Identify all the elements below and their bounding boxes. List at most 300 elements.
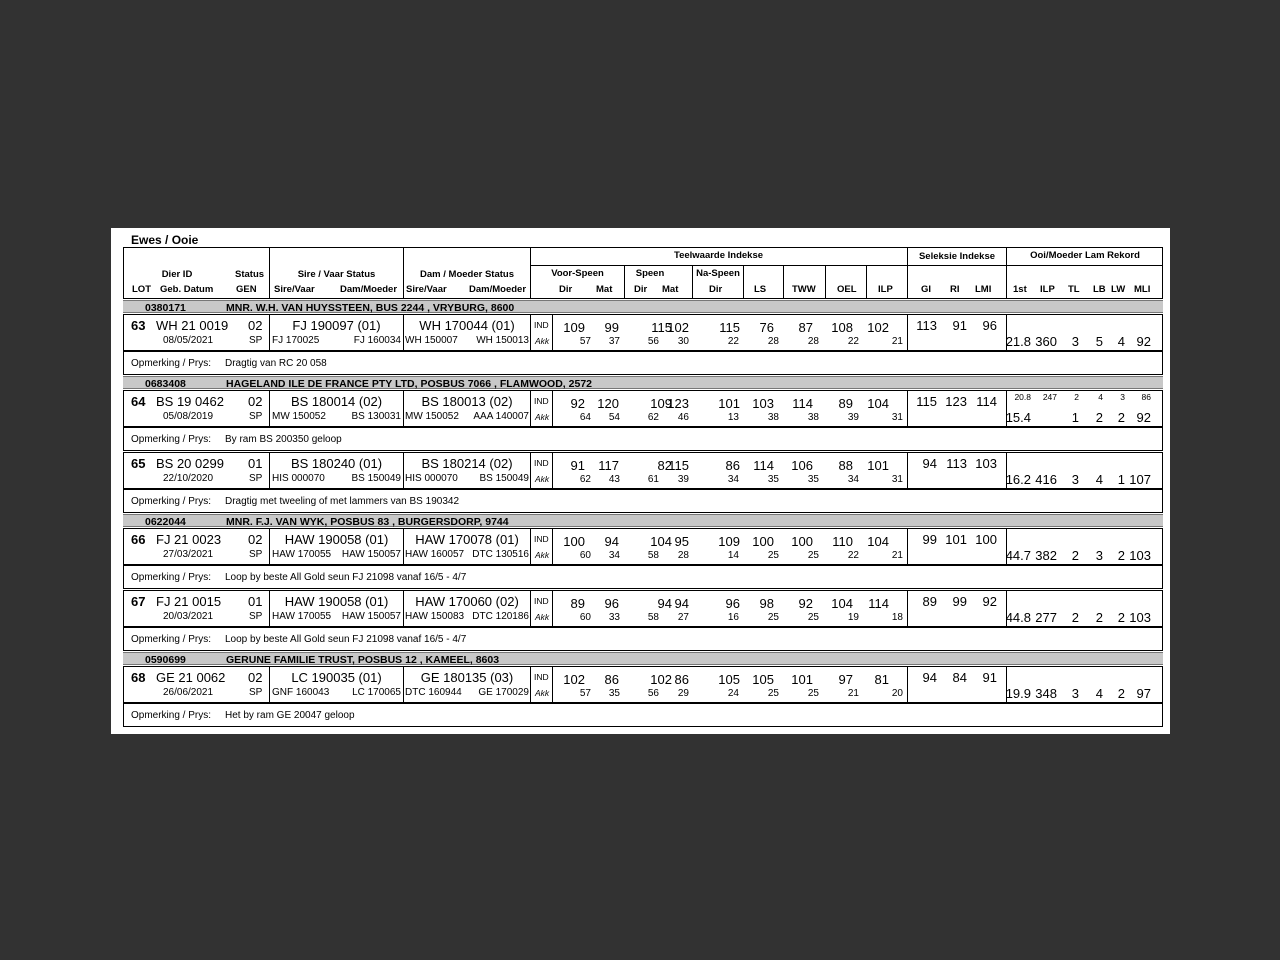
ind-value: 108 (831, 320, 853, 335)
sire-id: HAW 190058 (01) (284, 594, 389, 609)
akk-value: 39 (677, 474, 689, 485)
gen-value: 02 (248, 318, 263, 333)
dam-id: WH 170044 (01) (419, 318, 515, 333)
akk-value: 28 (767, 336, 779, 347)
ind-value: 123 (667, 396, 689, 411)
header-dam-dam-moeder: Dam/Moeder (469, 284, 527, 295)
breeder-id: 0380171 (145, 302, 186, 314)
ind-value: 115 (719, 320, 740, 335)
record-value: 3 (1071, 686, 1079, 701)
ind-value: 115 (668, 458, 689, 473)
header-voor-speen: Voor-Speen (551, 268, 604, 279)
record-value: 92 (1136, 334, 1151, 349)
record-value: 44.7 (1005, 548, 1031, 563)
ind-value: 104 (650, 534, 672, 549)
header-teelwaarde: Teelwaarde Indekse (673, 250, 764, 261)
record-value: 107 (1129, 472, 1151, 487)
animal-id: WH 21 0019 (156, 318, 229, 333)
akk-value: 25 (807, 612, 819, 623)
ind-value: 94 (657, 596, 672, 611)
header-sire-status: Sire / Vaar Status (297, 269, 376, 280)
record-value: 4 (1095, 686, 1103, 701)
akk-value: 34 (727, 474, 739, 485)
record-value: 15.4 (1005, 410, 1031, 425)
ind-value: 100 (752, 534, 774, 549)
ind-label: IND (534, 672, 549, 682)
record-value: 3 (1095, 548, 1103, 563)
gen-value: 02 (248, 394, 263, 409)
ind-value: 101 (867, 458, 889, 473)
birth-date: 08/05/2021 (163, 335, 214, 346)
ind-value: 110 (832, 534, 853, 549)
birth-date: 27/03/2021 (163, 549, 214, 560)
selection-index-value: 103 (975, 456, 997, 471)
akk-value: 19 (847, 612, 859, 623)
sire-id: HAW 190058 (01) (284, 532, 389, 547)
sire-dam: FJ 160034 (353, 335, 401, 346)
sire-sire: GNF 160043 (272, 687, 330, 698)
animal-id: GE 21 0062 (156, 670, 226, 685)
ind-value: 100 (791, 534, 813, 549)
akk-value: 46 (677, 412, 689, 423)
akk-value: 35 (807, 474, 819, 485)
header-ilp: ILP (878, 284, 893, 295)
dam-id: BS 180214 (02) (421, 456, 513, 471)
ind-value: 91 (570, 458, 585, 473)
ind-value: 87 (798, 320, 813, 335)
record-value: 247 (1042, 392, 1057, 402)
note-text: Het by ram GE 20047 geloop (225, 710, 355, 721)
header-dir-3: Dir (709, 284, 723, 295)
sire-id: BS 180240 (01) (290, 456, 383, 471)
header-mat-2: Mat (662, 284, 679, 295)
akk-value: 25 (807, 688, 819, 699)
record-value: 3 (1120, 392, 1125, 402)
ind-value: 114 (868, 596, 889, 611)
record-value: 360 (1035, 334, 1057, 349)
selection-index-value: 94 (922, 456, 937, 471)
breeder-id: 0622044 (145, 516, 186, 528)
header-lw: LW (1111, 284, 1126, 295)
selection-index-value: 96 (982, 318, 997, 333)
selection-index-value: 115 (916, 394, 937, 409)
akk-value: 60 (579, 550, 591, 561)
ind-label: IND (534, 396, 549, 406)
akk-value: 29 (677, 688, 689, 699)
ind-value: 114 (753, 458, 774, 473)
header-lmi: LMI (975, 284, 992, 295)
note-text: Dragtig van RC 20 058 (225, 358, 327, 369)
akk-value: 25 (767, 688, 779, 699)
header-ri: RI (950, 284, 960, 295)
akk-value: 24 (727, 688, 739, 699)
note-text: Dragtig met tweeling of met lammers van BS 190342 (225, 496, 459, 507)
header-ooi-rekord: Ooi/Moeder Lam Rekord (1030, 250, 1140, 261)
akk-value: 31 (891, 412, 903, 423)
record-value: 2 (1095, 610, 1103, 625)
lot-number: 64 (131, 394, 146, 409)
note-label: Opmerking / Prys: (131, 634, 212, 645)
status-value: SP (249, 473, 263, 484)
breeder-id: 0590699 (145, 654, 186, 666)
dam-sire: DTC 160944 (405, 687, 462, 698)
gen-value: 01 (248, 594, 263, 609)
status-value: SP (249, 411, 263, 422)
ind-value: 117 (598, 458, 619, 473)
animal-id: BS 20 0299 (156, 456, 224, 471)
akk-value: 58 (647, 550, 659, 561)
record-value: 2 (1117, 548, 1125, 563)
dam-id: HAW 170078 (01) (415, 532, 519, 547)
birth-date: 26/06/2021 (163, 687, 214, 698)
ind-value: 94 (674, 596, 689, 611)
record-value: 92 (1136, 410, 1151, 425)
record-value: 4 (1095, 472, 1103, 487)
header-ls: LS (754, 284, 767, 295)
ind-value: 96 (604, 596, 619, 611)
dam-dam: DTC 130516 (472, 549, 529, 560)
akk-value: 16 (727, 612, 739, 623)
akk-value: 18 (891, 612, 903, 623)
record-value: 2 (1071, 548, 1079, 563)
akk-value: 60 (579, 612, 591, 623)
sire-sire: FJ 170025 (272, 335, 320, 346)
akk-value: 38 (807, 412, 819, 423)
column-divider (530, 314, 531, 351)
akk-value: 57 (579, 688, 591, 699)
breeder-name: HAGELAND ILE DE FRANCE PTY LTD, POSBUS 7066 , FLAMWOOD, 2572 (226, 378, 592, 390)
akk-value: 38 (767, 412, 779, 423)
record-value: 2 (1095, 410, 1103, 425)
sire-sire: HAW 170055 (272, 611, 332, 622)
breeder-name: MNR. W.H. VAN HUYSSTEEN, BUS 2244 , VRYBURG, 8600 (226, 302, 515, 314)
akk-value: 37 (608, 336, 620, 347)
sire-sire: HAW 170055 (272, 549, 332, 560)
selection-index-value: 94 (922, 670, 937, 685)
record-value: 16.2 (1005, 472, 1031, 487)
header-status: Status (235, 269, 265, 280)
lot-number: 65 (131, 456, 146, 471)
header-gen: GEN (236, 284, 257, 295)
note-label: Opmerking / Prys: (131, 496, 212, 507)
dam-id: GE 180135 (03) (420, 670, 514, 685)
breeder-id: 0683408 (145, 378, 186, 390)
header-sire-vaar: Sire/Vaar (274, 284, 315, 295)
dam-dam: WH 150013 (476, 335, 529, 346)
ind-label: IND (534, 458, 549, 468)
sire-dam: BS 130031 (351, 411, 401, 422)
akk-label: Akk (535, 612, 550, 622)
record-value: 4 (1098, 392, 1103, 402)
ind-value: 104 (831, 596, 853, 611)
ind-value: 105 (752, 672, 774, 687)
status-value: SP (249, 687, 263, 698)
animal-id: FJ 21 0023 (156, 532, 222, 547)
akk-value: 39 (847, 412, 859, 423)
akk-value: 21 (891, 336, 903, 347)
record-value: 2 (1117, 410, 1125, 425)
akk-value: 22 (847, 550, 859, 561)
record-value: 86 (1141, 392, 1151, 402)
animal-id: FJ 21 0015 (156, 594, 222, 609)
header-geb-datum: Geb. Datum (160, 284, 214, 295)
selection-index-value: 99 (952, 594, 967, 609)
header-oel: OEL (837, 284, 857, 295)
header-rec-ilp: ILP (1040, 284, 1055, 295)
column-divider (530, 666, 531, 703)
header-dir-2: Dir (634, 284, 648, 295)
header-dam-sire-vaar: Sire/Vaar (406, 284, 447, 295)
akk-value: 54 (608, 412, 620, 423)
akk-value: 64 (579, 412, 591, 423)
note-label: Opmerking / Prys: (131, 434, 212, 445)
record-value: 3 (1071, 472, 1079, 487)
dam-sire: WH 150007 (405, 335, 458, 346)
akk-value: 57 (579, 336, 591, 347)
selection-index-value: 99 (922, 532, 937, 547)
column-divider (530, 590, 531, 627)
record-value: 2 (1074, 392, 1079, 402)
ind-value: 96 (725, 596, 740, 611)
sire-dam: BS 150049 (351, 473, 401, 484)
sire-sire: HIS 000070 (272, 473, 325, 484)
selection-index-value: 113 (916, 318, 937, 333)
sire-id: BS 180014 (02) (290, 394, 383, 409)
ind-value: 86 (674, 672, 689, 687)
gen-value: 01 (248, 456, 263, 471)
ind-value: 102 (650, 672, 672, 687)
note-label: Opmerking / Prys: (131, 710, 212, 721)
lot-number: 67 (131, 594, 146, 609)
note-label: Opmerking / Prys: (131, 572, 212, 583)
akk-value: 21 (847, 688, 859, 699)
catalogue-sheet (111, 228, 1170, 734)
header-lb: LB (1093, 284, 1106, 295)
header-gi: GI (921, 284, 932, 295)
header-1st: 1st (1013, 284, 1027, 295)
header-tl: TL (1068, 284, 1080, 295)
record-value: 382 (1035, 548, 1057, 563)
ind-label: IND (534, 534, 549, 544)
ind-value: 104 (867, 534, 889, 549)
header-dam-status: Dam / Moeder Status (420, 269, 514, 280)
ind-value: 89 (570, 596, 585, 611)
akk-value: 21 (891, 550, 903, 561)
dam-sire: HIS 000070 (405, 473, 458, 484)
record-value: 3 (1071, 334, 1079, 349)
ind-label: IND (534, 320, 549, 330)
sire-dam: LC 170065 (352, 687, 401, 698)
akk-label: Akk (535, 412, 550, 422)
selection-index-value: 84 (952, 670, 967, 685)
akk-label: Akk (535, 550, 550, 560)
sire-sire: MW 150052 (272, 411, 326, 422)
akk-value: 62 (647, 412, 659, 423)
note-text: Loop by beste All Gold seun FJ 21098 vanaf 16/5 - 4/7 (225, 572, 467, 583)
ind-value: 98 (759, 596, 774, 611)
akk-value: 61 (647, 474, 659, 485)
record-value: 20.8 (1014, 392, 1031, 402)
dam-dam: BS 150049 (479, 473, 529, 484)
header-dir-1: Dir (559, 284, 573, 295)
ind-value: 102 (867, 320, 889, 335)
akk-value: 35 (767, 474, 779, 485)
record-value: 2 (1117, 610, 1125, 625)
ind-value: 101 (718, 396, 740, 411)
ind-value: 102 (667, 320, 689, 335)
ind-value: 86 (604, 672, 619, 687)
akk-value: 27 (677, 612, 689, 623)
status-value: SP (249, 549, 263, 560)
column-divider (530, 390, 531, 427)
column-divider (530, 452, 531, 489)
ind-value: 100 (563, 534, 585, 549)
akk-value: 30 (677, 336, 689, 347)
akk-label: Akk (535, 474, 550, 484)
record-value: 277 (1035, 610, 1057, 625)
ind-value: 109 (563, 320, 585, 335)
ind-value: 114 (792, 396, 813, 411)
record-value: 2 (1117, 686, 1125, 701)
sire-id: LC 190035 (01) (291, 670, 382, 685)
note-text: By ram BS 200350 geloop (225, 434, 342, 445)
ind-value: 120 (597, 396, 619, 411)
record-value: 2 (1071, 610, 1079, 625)
dam-id: HAW 170060 (02) (415, 594, 519, 609)
dam-id: BS 180013 (02) (421, 394, 513, 409)
dam-sire: MW 150052 (405, 411, 459, 422)
sire-dam: HAW 150057 (341, 611, 401, 622)
akk-value: 28 (807, 336, 819, 347)
record-value: 5 (1095, 334, 1103, 349)
dam-dam: AAA 140007 (473, 411, 529, 422)
selection-index-value: 92 (982, 594, 997, 609)
section-title: Ewes / Ooie (131, 233, 199, 247)
akk-value: 20 (891, 688, 903, 699)
selection-index-value: 100 (975, 532, 997, 547)
header-speen: Speen (635, 268, 665, 279)
sire-dam: HAW 150057 (341, 549, 401, 560)
ind-value: 92 (570, 396, 585, 411)
selection-index-value: 101 (945, 532, 967, 547)
status-value: SP (249, 335, 263, 346)
akk-label: Akk (535, 336, 550, 346)
breeder-name: MNR. F.J. VAN WYK, POSBUS 83 , BURGERSDORP, 9744 (226, 516, 509, 528)
record-value: 19.9 (1005, 686, 1031, 701)
ind-value: 97 (838, 672, 853, 687)
akk-value: 13 (727, 412, 739, 423)
record-value: 348 (1035, 686, 1057, 701)
header-seleksie: Seleksie Indekse (918, 251, 996, 262)
breeder-name: GERUNE FAMILIE TRUST, POSBUS 12 , KAMEEL, 8603 (226, 654, 500, 666)
column-divider (530, 528, 531, 565)
record-value: 1 (1117, 472, 1125, 487)
akk-value: 62 (579, 474, 591, 485)
note-text: Loop by beste All Gold seun FJ 21098 vanaf 16/5 - 4/7 (225, 634, 467, 645)
record-value: 1 (1071, 410, 1079, 425)
gen-value: 02 (248, 532, 263, 547)
header-mli: MLI (1134, 284, 1151, 295)
record-value: 44.8 (1005, 610, 1031, 625)
birth-date: 05/08/2019 (163, 411, 214, 422)
akk-value: 56 (647, 336, 659, 347)
ind-value: 103 (752, 396, 774, 411)
akk-value: 43 (608, 474, 620, 485)
selection-index-value: 89 (922, 594, 937, 609)
akk-value: 25 (767, 612, 779, 623)
note-label: Opmerking / Prys: (131, 358, 212, 369)
akk-value: 56 (647, 688, 659, 699)
ind-value: 81 (874, 672, 889, 687)
akk-label: Akk (535, 688, 550, 698)
birth-date: 20/03/2021 (163, 611, 214, 622)
header-dier-id: Dier ID (161, 269, 193, 280)
akk-value: 28 (677, 550, 689, 561)
ind-value: 88 (838, 458, 853, 473)
dam-sire: HAW 160057 (405, 549, 465, 560)
header-dam-moeder: Dam/Moeder (340, 284, 398, 295)
dam-dam: DTC 120186 (472, 611, 529, 622)
ind-value: 95 (674, 534, 689, 549)
lot-number: 68 (131, 670, 146, 685)
status-value: SP (249, 611, 263, 622)
record-value: 103 (1129, 610, 1151, 625)
ind-value: 115 (651, 320, 672, 335)
ind-value: 86 (725, 458, 740, 473)
ind-label: IND (534, 596, 549, 606)
record-value: 103 (1129, 548, 1151, 563)
ind-value: 99 (604, 320, 619, 335)
header-tww: TWW (792, 284, 816, 295)
selection-index-value: 123 (945, 394, 967, 409)
akk-value: 25 (767, 550, 779, 561)
ind-value: 76 (759, 320, 774, 335)
akk-value: 58 (647, 612, 659, 623)
dam-dam: GE 170029 (478, 687, 529, 698)
ind-value: 94 (604, 534, 619, 549)
selection-index-value: 114 (976, 394, 997, 409)
akk-value: 34 (847, 474, 859, 485)
akk-value: 25 (807, 550, 819, 561)
akk-value: 22 (727, 336, 739, 347)
akk-value: 31 (891, 474, 903, 485)
akk-value: 34 (608, 550, 620, 561)
akk-value: 22 (847, 336, 859, 347)
ind-value: 101 (791, 672, 813, 687)
record-value: 416 (1035, 472, 1057, 487)
akk-value: 14 (727, 550, 739, 561)
ind-value: 105 (718, 672, 740, 687)
record-value: 21.8 (1005, 334, 1031, 349)
akk-value: 33 (608, 612, 620, 623)
ind-value: 82 (657, 458, 672, 473)
sire-id: FJ 190097 (01) (292, 318, 381, 333)
lot-number: 66 (131, 532, 146, 547)
gen-value: 02 (248, 670, 263, 685)
ind-value: 109 (718, 534, 740, 549)
ind-value: 106 (791, 458, 813, 473)
ind-value: 89 (838, 396, 853, 411)
record-value: 4 (1117, 334, 1125, 349)
record-value: 97 (1136, 686, 1151, 701)
ind-value: 104 (867, 396, 889, 411)
ind-value: 102 (563, 672, 585, 687)
akk-value: 35 (608, 688, 620, 699)
selection-index-value: 113 (946, 456, 967, 471)
header-na-speen: Na-Speen (696, 268, 740, 279)
lot-number: 63 (131, 318, 146, 333)
selection-index-value: 91 (952, 318, 967, 333)
